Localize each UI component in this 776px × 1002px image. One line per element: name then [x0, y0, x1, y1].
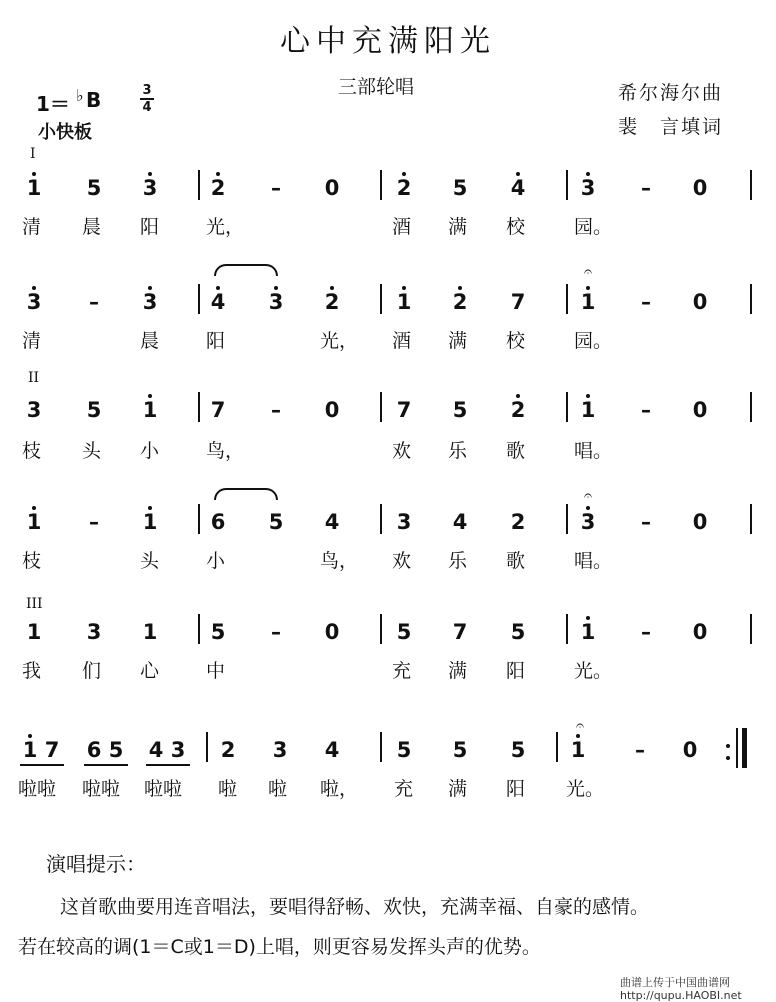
note: 5	[510, 620, 526, 644]
fermata-icon: 𝄐	[576, 718, 584, 734]
note: 1	[22, 510, 46, 534]
lyric: 啦啦	[18, 778, 57, 800]
note: 1	[566, 738, 590, 762]
lyric: 欢	[392, 550, 412, 572]
dash: –	[89, 290, 99, 314]
part-label-2: II	[28, 370, 40, 386]
note: 5	[268, 510, 284, 534]
barline	[198, 392, 200, 422]
part-label-1: I	[30, 146, 36, 162]
beam	[20, 764, 64, 766]
lyric: 头	[82, 440, 102, 462]
dash: –	[641, 290, 651, 314]
note: 0	[324, 176, 340, 200]
barline	[380, 732, 382, 762]
note: 7	[44, 738, 60, 762]
key-letter: B	[86, 88, 102, 112]
lyric: 鸟，	[320, 550, 359, 572]
composer-credit: 希尔海尔曲	[618, 82, 724, 104]
page-title: 心中充满阳光	[280, 24, 496, 59]
note: 3	[576, 176, 600, 200]
lyric: 晨	[140, 330, 160, 352]
note: 3	[26, 398, 42, 422]
lyric: 满	[448, 660, 468, 682]
lyric: 满	[448, 330, 468, 352]
fermata-icon: 𝄐	[584, 264, 592, 280]
note: 7	[210, 398, 226, 422]
dash: –	[89, 510, 99, 534]
dash: –	[641, 510, 651, 534]
note: 5	[396, 738, 412, 762]
note: 5	[452, 176, 468, 200]
lyric: 小	[140, 440, 160, 462]
note: 2	[510, 510, 526, 534]
tips-text-line: 这首歌曲要用连音唱法，要唱得舒畅、欢快，充满幸福、自豪的感情。	[60, 896, 650, 918]
lyric: 光，	[320, 330, 359, 352]
barline	[380, 614, 382, 644]
barline	[556, 732, 558, 762]
note: 5	[210, 620, 226, 644]
slur	[214, 264, 278, 276]
note: 1	[576, 620, 600, 644]
lyric: 酒	[392, 330, 412, 352]
barline	[380, 284, 382, 314]
barline	[198, 170, 200, 200]
lyric: 阳	[506, 778, 526, 800]
watermark-url: http://qupu.HAOBI.net	[620, 989, 742, 1002]
note: 5	[396, 620, 412, 644]
note: 2	[320, 290, 344, 314]
lyric: 唱。	[574, 550, 613, 572]
note: 5	[510, 738, 526, 762]
barline	[206, 732, 208, 762]
lyric: 阳	[506, 660, 526, 682]
lyric: 满	[448, 778, 468, 800]
note: 4	[506, 176, 530, 200]
note: 3	[264, 290, 288, 314]
note: 1	[142, 620, 158, 644]
meter-bottom: 4	[142, 100, 152, 115]
lyricist-credit: 裴 言填词	[618, 116, 724, 138]
barline	[736, 728, 738, 768]
note: 7	[510, 290, 526, 314]
lyric: 清	[22, 216, 42, 238]
note: 1	[138, 398, 162, 422]
note: 6	[86, 738, 102, 762]
lyric: 我	[22, 660, 42, 682]
lyric: 光，	[206, 216, 245, 238]
lyric: 啦，	[320, 778, 359, 800]
barline	[566, 284, 568, 314]
barline	[566, 504, 568, 534]
note: 5	[108, 738, 124, 762]
lyric: 啦	[218, 778, 238, 800]
dash: –	[271, 398, 281, 422]
lyric: 晨	[82, 216, 102, 238]
note: 3	[396, 510, 412, 534]
note: 3	[272, 738, 288, 762]
barline	[198, 284, 200, 314]
watermark	[620, 976, 742, 1002]
note: 1	[22, 176, 46, 200]
note: 4	[324, 738, 340, 762]
note: 1	[26, 620, 42, 644]
barline	[198, 614, 200, 644]
lyric: 乐	[448, 550, 468, 572]
lyric: 园。	[574, 216, 613, 238]
note: 4	[324, 510, 340, 534]
note: 0	[682, 738, 698, 762]
repeat-dot	[726, 756, 730, 760]
note: 1	[138, 510, 162, 534]
dash: –	[641, 620, 651, 644]
subtitle: 三部轮唱	[338, 76, 415, 98]
lyric: 枝	[22, 440, 42, 462]
note: 2	[206, 176, 230, 200]
lyric: 头	[140, 550, 160, 572]
lyric: 满	[448, 216, 468, 238]
dash: –	[271, 176, 281, 200]
barline	[380, 170, 382, 200]
lyric: 小	[206, 550, 226, 572]
barline	[566, 614, 568, 644]
note: 5	[452, 738, 468, 762]
note: 3	[170, 738, 186, 762]
tips-title: 演唱提示：	[46, 852, 146, 876]
note: 0	[324, 398, 340, 422]
repeat-dot	[726, 744, 730, 748]
note: 0	[692, 176, 708, 200]
note: 3	[86, 620, 102, 644]
dash: –	[271, 620, 281, 644]
lyric: 啦啦	[82, 778, 121, 800]
note: 1	[576, 290, 600, 314]
note: 5	[452, 398, 468, 422]
dash: –	[635, 738, 645, 762]
lyric: 啦啦	[144, 778, 183, 800]
key-signature: 1＝	[36, 92, 70, 116]
barline	[566, 392, 568, 422]
note: 3	[138, 176, 162, 200]
note: 3	[576, 510, 600, 534]
dash: –	[641, 398, 651, 422]
watermark-line: 曲谱上传于中国曲谱网	[620, 976, 730, 989]
lyric: 光。	[566, 778, 605, 800]
lyric: 乐	[448, 440, 468, 462]
tempo-marking: 小快板	[38, 122, 92, 143]
barline	[566, 170, 568, 200]
barline	[750, 614, 752, 644]
note: 3	[138, 290, 162, 314]
slur	[214, 488, 278, 500]
barline	[750, 392, 752, 422]
flat-sign: ♭	[76, 86, 84, 105]
lyric: 阳	[206, 330, 226, 352]
lyric: 鸟，	[206, 440, 245, 462]
lyric: 园。	[574, 330, 613, 352]
barline	[750, 504, 752, 534]
dash: –	[641, 176, 651, 200]
lyric: 欢	[392, 440, 412, 462]
lyric: 们	[82, 660, 102, 682]
beam	[84, 764, 128, 766]
note: 0	[692, 510, 708, 534]
beam	[146, 764, 190, 766]
lyric: 枝	[22, 550, 42, 572]
note: 0	[692, 290, 708, 314]
note: 4	[148, 738, 164, 762]
tips-text-line: 若在较高的调(1＝C或1＝D)上唱，则更容易发挥头声的优势。	[18, 936, 541, 958]
note: 3	[22, 290, 46, 314]
lyric: 光。	[574, 660, 613, 682]
note: 0	[692, 398, 708, 422]
lyric: 歌	[506, 440, 526, 462]
note: 2	[220, 738, 236, 762]
barline	[750, 284, 752, 314]
lyric: 酒	[392, 216, 412, 238]
time-signature	[140, 84, 154, 114]
note: 7	[452, 620, 468, 644]
barline	[198, 504, 200, 534]
barline	[380, 504, 382, 534]
lyric: 校	[506, 330, 526, 352]
barline	[750, 170, 752, 200]
final-barline	[742, 728, 747, 768]
lyric: 充	[394, 778, 414, 800]
note: 7	[396, 398, 412, 422]
lyric: 清	[22, 330, 42, 352]
lyric: 啦	[268, 778, 288, 800]
meter-top: 3	[142, 83, 152, 98]
lyric: 校	[506, 216, 526, 238]
barline	[380, 392, 382, 422]
lyric: 心	[140, 660, 160, 682]
note: 5	[86, 176, 102, 200]
note: 2	[448, 290, 472, 314]
note: 0	[692, 620, 708, 644]
fermata-icon: 𝄐	[584, 488, 592, 504]
note: 0	[324, 620, 340, 644]
lyric: 歌	[506, 550, 526, 572]
note: 6	[210, 510, 226, 534]
note: 5	[86, 398, 102, 422]
note: 1	[392, 290, 416, 314]
note: 4	[206, 290, 230, 314]
lyric: 阳	[140, 216, 160, 238]
lyric: 唱。	[574, 440, 613, 462]
part-label-3: III	[26, 596, 43, 612]
lyric: 中	[206, 660, 226, 682]
note: 4	[452, 510, 468, 534]
note: 2	[506, 398, 530, 422]
lyric: 充	[392, 660, 412, 682]
note: 1	[576, 398, 600, 422]
note: 1	[18, 738, 42, 762]
note: 2	[392, 176, 416, 200]
